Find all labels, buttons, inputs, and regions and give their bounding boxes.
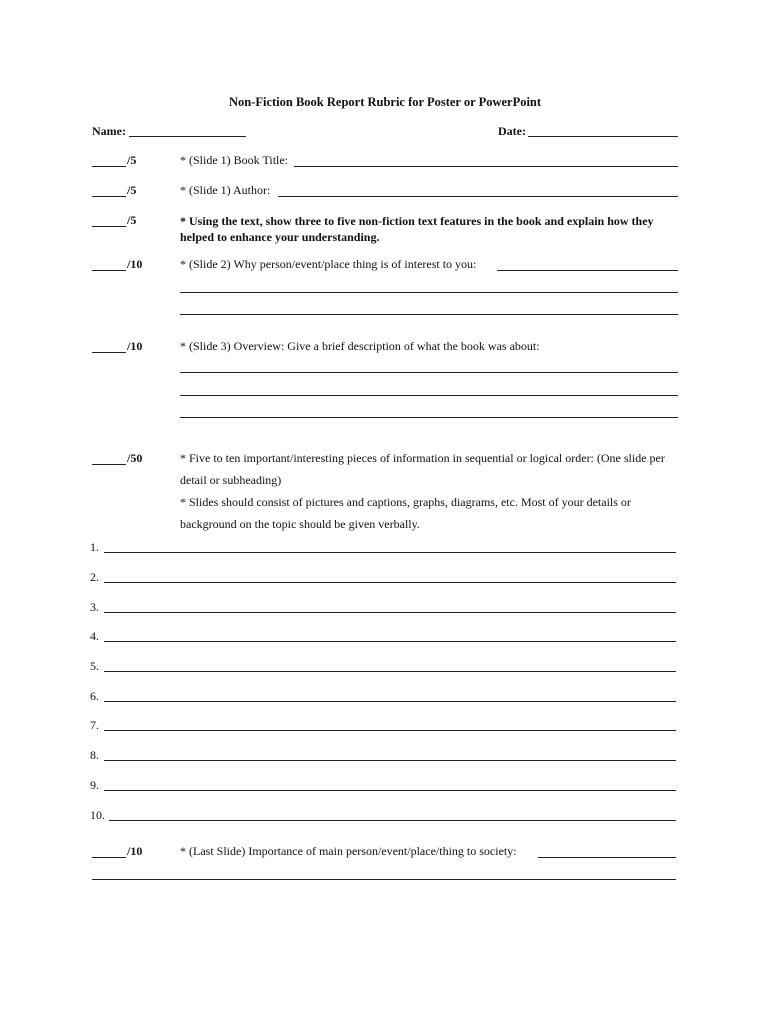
numbered-line[interactable] [104, 671, 676, 672]
score-blank[interactable] [92, 166, 126, 167]
numbered-line[interactable] [104, 730, 676, 731]
author-field[interactable] [278, 196, 678, 197]
list-number: 8. [90, 748, 99, 762]
interest-field[interactable] [497, 270, 678, 271]
list-number: 3. [90, 600, 99, 614]
importance-field[interactable] [538, 857, 676, 858]
list-number: 7. [90, 718, 99, 732]
score-blank[interactable] [92, 226, 126, 227]
list-number: 9. [90, 778, 99, 792]
numbered-line[interactable] [104, 760, 676, 761]
score-blank[interactable] [92, 857, 126, 858]
score-blank[interactable] [92, 352, 126, 353]
name-label: Name: [92, 124, 126, 138]
list-number: 4. [90, 629, 99, 643]
score-blank[interactable] [92, 270, 126, 271]
item-text-features: * Using the text, show three to five non-fiction text features in the book and explain how they helped to enhance your understanding. [180, 214, 654, 244]
score-max: /5 [127, 153, 137, 167]
book-title-field[interactable] [294, 166, 678, 167]
answer-line[interactable] [180, 417, 678, 418]
score-blank[interactable] [92, 464, 126, 465]
answer-line[interactable] [180, 314, 678, 315]
numbered-line[interactable] [104, 612, 676, 613]
list-number: 1. [90, 540, 99, 554]
numbered-line[interactable] [104, 582, 676, 583]
score-max: /10 [127, 844, 143, 858]
score-max: /10 [127, 339, 143, 353]
item-author: * (Slide 1) Author: [180, 183, 271, 197]
item-book-title: * (Slide 1) Book Title: [180, 153, 289, 167]
date-field[interactable] [528, 136, 678, 137]
score-max: /5 [127, 213, 137, 227]
name-field[interactable] [129, 136, 246, 137]
numbered-line[interactable] [109, 820, 676, 821]
list-number: 5. [90, 659, 99, 673]
date-label: Date: [498, 124, 526, 138]
numbered-line[interactable] [104, 701, 676, 702]
item-importance: * (Last Slide) Importance of main person/event/place/thing to society: [180, 844, 517, 858]
list-number: 10. [90, 808, 105, 822]
item-interest: * (Slide 2) Why person/event/place thing is of interest to you: [180, 257, 477, 271]
item-facts: * Five to ten important/interesting pieces of information in sequential or logical order: (One slide per detail or subheading) [180, 451, 665, 487]
score-max: /10 [127, 257, 143, 271]
answer-line[interactable] [180, 395, 678, 396]
score-max: /5 [127, 183, 137, 197]
answer-line[interactable] [180, 292, 678, 293]
list-number: 2. [90, 570, 99, 584]
document-title: Non-Fiction Book Report Rubric for Poster or PowerPoint [228, 95, 542, 109]
numbered-line[interactable] [104, 790, 676, 791]
item-overview: * (Slide 3) Overview: Give a brief description of what the book was about: [180, 339, 540, 353]
numbered-line[interactable] [104, 552, 676, 553]
score-blank[interactable] [92, 196, 126, 197]
item-facts-note: * Slides should consist of pictures and captions, graphs, diagrams, etc. Most of your details or background on the topic should be given verbally. [180, 495, 631, 531]
list-number: 6. [90, 689, 99, 703]
numbered-line[interactable] [104, 641, 676, 642]
answer-line[interactable] [92, 879, 676, 880]
score-max: /50 [127, 451, 143, 465]
answer-line[interactable] [180, 372, 678, 373]
